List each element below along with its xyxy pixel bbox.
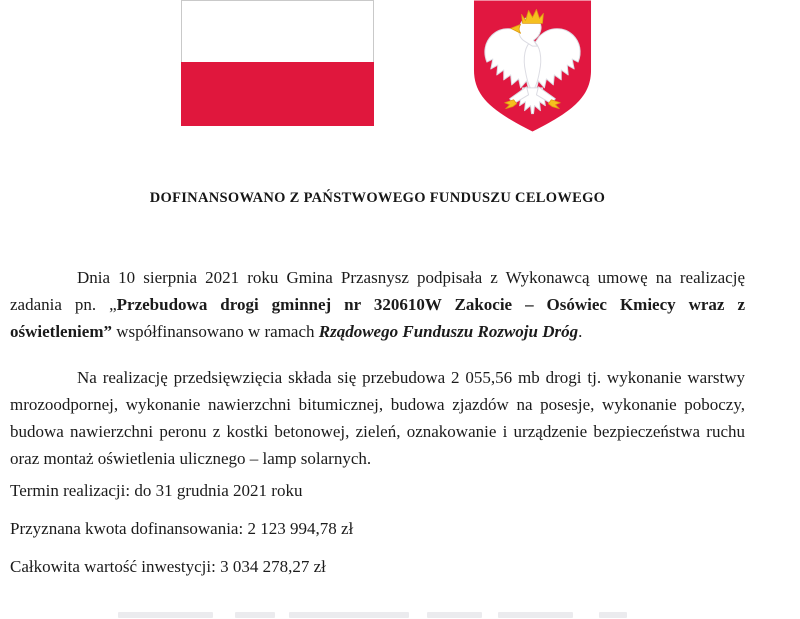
total-value-line: Całkowita wartość inwestycji: 3 034 278,27 zł bbox=[10, 557, 326, 576]
cutoff-mark bbox=[118, 612, 213, 618]
cutoff-mark bbox=[599, 612, 627, 618]
cutoff-mark bbox=[498, 612, 573, 618]
fund-name-bold-italic: Rządowego Funduszu Rozwoju Dróg bbox=[318, 322, 579, 341]
deadline-line: Termin realizacji: do 31 grudnia 2021 roku bbox=[10, 481, 303, 500]
cutoff-mark bbox=[289, 612, 409, 618]
cutoff-mark bbox=[235, 612, 275, 618]
cutoff-text-remnant bbox=[118, 612, 778, 619]
paragraph-agreement-lead: Dnia 10 sierpnia 2021 roku Gmina Przasnysz podpisała z Wykonawcą umowę na realizację zadania pn. „ bbox=[10, 268, 745, 314]
paragraph-agreement-end: . bbox=[578, 322, 583, 341]
paragraph-agreement bbox=[10, 264, 745, 345]
poland-coat-of-arms-icon bbox=[472, 0, 593, 134]
page-title: DOFINANSOWANO Z PAŃSTWOWEGO FUNDUSZU CELOWEGO bbox=[149, 190, 606, 206]
flag-red-half bbox=[181, 62, 374, 126]
project-name-bold: Przebudowa drogi gminnej nr 320610W Zakocie – Osówiec Kmiecy wraz z oświetleniem” bbox=[10, 295, 745, 341]
cutoff-mark bbox=[427, 612, 482, 618]
poland-flag-icon bbox=[181, 0, 374, 126]
grant-amount-line: Przyznana kwota dofinansowania: 2 123 994,78 zł bbox=[10, 519, 354, 538]
paragraph-agreement-middle: współfinansowano w ramach bbox=[111, 322, 319, 341]
paragraph-scope: Na realizację przedsięwzięcia składa się przebudowa 2 055,56 mb drogi tj. wykonanie warstwy mrozoodpornej, wykonanie nawierzchni bitumicznej, budowa zjazdów na posesje, wykonanie poboczy, budowa nawierzchni peronu z kostki betonowej, zieleń, oznakowanie i urządzenie bezpieczeństwa ruchu oraz montaż oświetlenia ulicznego – lamp solarnych. bbox=[10, 368, 745, 468]
